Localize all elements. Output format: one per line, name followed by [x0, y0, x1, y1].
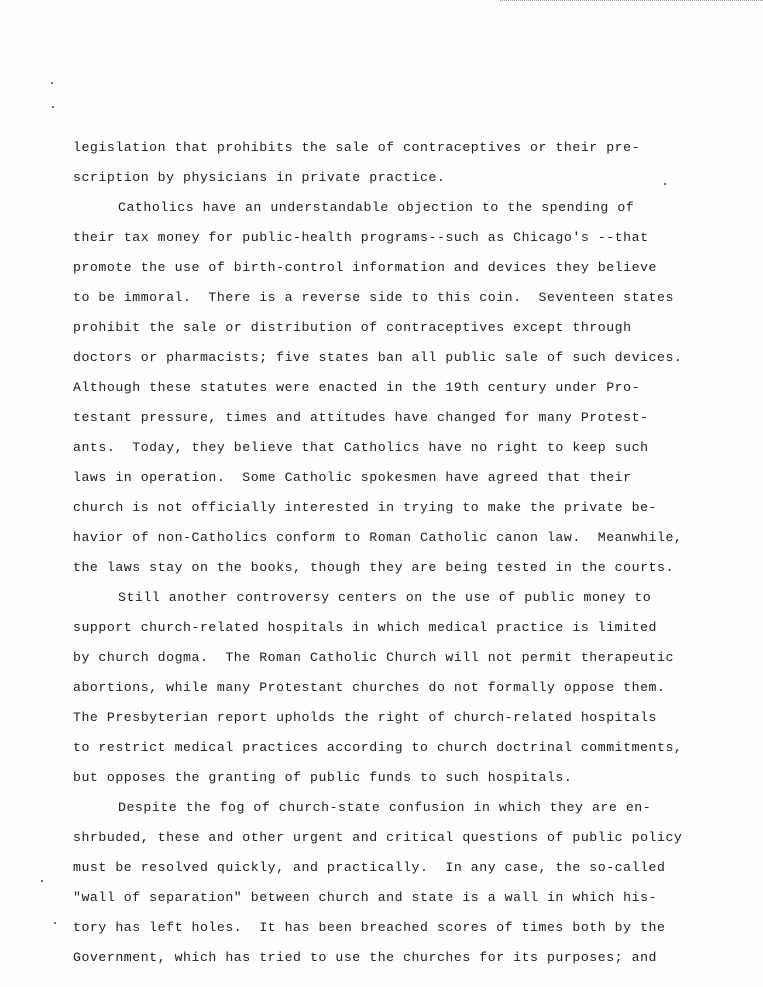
text-line: doctors or pharmacists; five states ban all public sale of such devices.	[73, 350, 683, 365]
text-line: must be resolved quickly, and practically. In any case, the so-called	[73, 860, 666, 875]
text-line: ants. Today, they believe that Catholics have no right to keep such	[73, 440, 649, 455]
text-line: laws in operation. Some Catholic spokesmen have agreed that their	[73, 470, 632, 485]
text-line: Government, which has tried to use the churches for its purposes; and	[73, 950, 658, 965]
text-line: Although these statutes were enacted in the 19th century under Pro-	[73, 380, 641, 395]
text-line: testant pressure, times and attitudes have changed for many Protest-	[73, 410, 649, 425]
margin-speck	[51, 82, 53, 84]
margin-speck	[52, 106, 54, 108]
text-line: support church-related hospitals in which medical practice is limited	[73, 620, 658, 635]
document-body-text	[73, 133, 733, 973]
text-line: shrbuded, these and other urgent and critical questions of public policy	[73, 830, 683, 845]
text-line: scription by physicians in private practice.	[73, 170, 446, 185]
text-line: but opposes the granting of public funds to such hospitals.	[73, 770, 573, 785]
text-line: church is not officially interested in trying to make the private be-	[73, 500, 658, 515]
text-line: legislation that prohibits the sale of contraceptives or their pre-	[73, 140, 641, 155]
margin-speck	[54, 922, 56, 924]
paragraph-first-line: Catholics have an understandable objection to the spending of	[118, 200, 635, 215]
text-line: havior of non-Catholics conform to Roman Catholic canon law. Meanwhile,	[73, 530, 683, 545]
text-line: prohibit the sale or distribution of contraceptives except through	[73, 320, 632, 335]
paragraph-first-line: Still another controversy centers on the use of public money to	[118, 590, 652, 605]
text-line: to be immoral. There is a reverse side to this coin. Seventeen states	[73, 290, 674, 305]
paragraph-first-line: Despite the fog of church-state confusion in which they are en-	[118, 800, 652, 815]
margin-speck	[664, 183, 666, 185]
text-line: tory has left holes. It has been breached scores of times both by the	[73, 920, 666, 935]
margin-speck	[41, 880, 43, 882]
text-line: "wall of separation" between church and state is a wall in which his-	[73, 890, 658, 905]
text-line: their tax money for public-health programs--such as Chicago's --that	[73, 230, 649, 245]
text-line: the laws stay on the books, though they are being tested in the courts.	[73, 560, 674, 575]
text-line: abortions, while many Protestant churches do not formally oppose them.	[73, 680, 666, 695]
text-line: The Presbyterian report upholds the right of church-related hospitals	[73, 710, 658, 725]
text-line: to restrict medical practices according to church doctrinal commitments,	[73, 740, 683, 755]
text-line: promote the use of birth-control information and devices they believe	[73, 260, 658, 275]
page-edge-dotted-line	[500, 0, 763, 1]
text-line: by church dogma. The Roman Catholic Church will not permit therapeutic	[73, 650, 674, 665]
